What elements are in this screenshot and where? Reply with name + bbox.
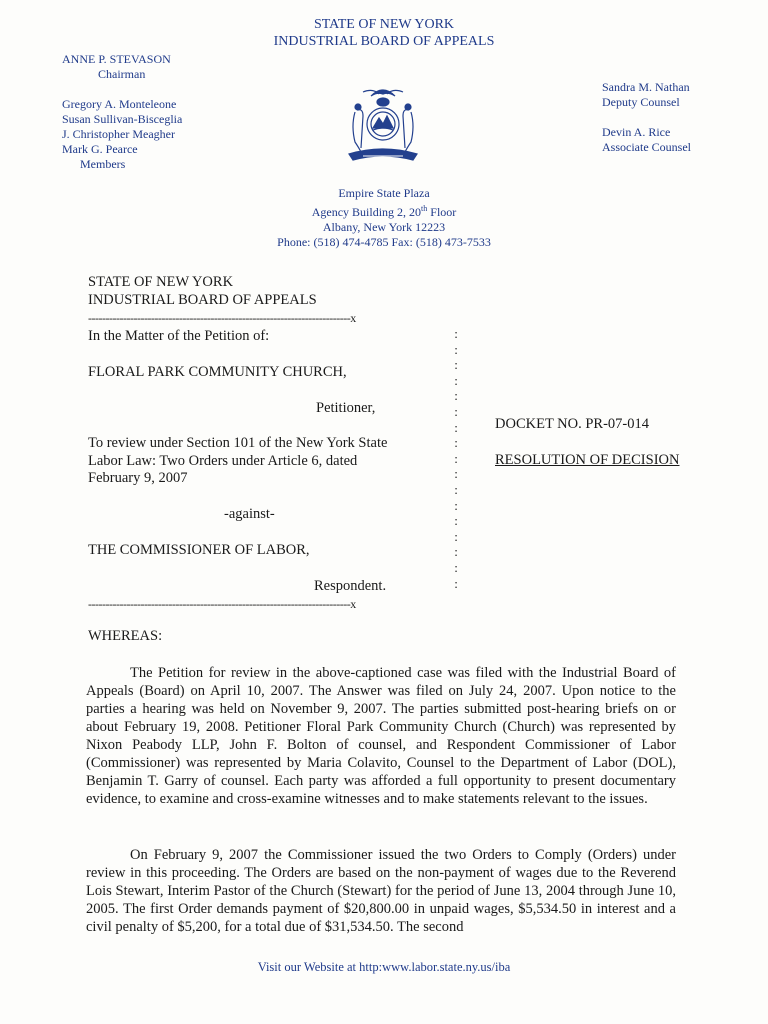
board-members-block [62,52,182,172]
member-name: Mark G. Pearce [62,142,138,156]
deputy-counsel-name: Sandra M. Nathan [602,80,690,94]
respondent-role: Respondent. [314,578,387,594]
address-line: Agency Building 2, 20th Floor [311,204,457,219]
board-address [0,186,768,250]
body-paragraph: On February 9, 2007 the Commissioner issued the two Orders to Comply (Orders) under review in this proceeding. The Orders are based on the non-payment of wages due to the Reverend Lois Stewart, Interim Pastor of the Church (Stewart) for the period of June 13, 2004 through June 10, 2005. The first Order demands payment of $20,800.00 in unpaid wages, $5,534.50 in interest and a civil penalty of $5,200, for a total due of $31,534.50. The second [86,847,676,935]
letterhead-state: STATE OF NEW YORK [313,17,455,32]
caption-colon-column: : : : : : : : : : : : : : : : : : [454,326,458,591]
member-name: Gregory A. Monteleone [62,97,177,111]
against-line: -against- [224,506,275,522]
deputy-counsel-title: Deputy Counsel [602,95,680,109]
whereas-heading: WHEREAS: [88,628,163,644]
docket-number: DOCKET NO. PR-07-014 [495,416,649,432]
member-name: J. Christopher Meagher [62,127,175,141]
caption-heading [88,274,317,309]
address-line: Albany, New York 12223 [322,220,446,234]
petitioner-name: FLORAL PARK COMMUNITY CHURCH, [88,364,347,380]
associate-counsel-title: Associate Counsel [602,140,691,154]
state-seal-icon [333,82,433,164]
letterhead-board: INDUSTRIAL BOARD OF APPEALS [273,34,495,49]
resolution-heading: RESOLUTION OF DECISION [495,452,680,468]
associate-counsel-name: Devin A. Rice [602,125,671,139]
member-name: Susan Sullivan-Bisceglia [62,112,183,126]
chairman-title: Chairman [98,67,146,81]
respondent-name: THE COMMISSIONER OF LABOR, [88,542,310,558]
caption-state: STATE OF NEW YORK [88,274,234,290]
agency-title [0,16,768,50]
members-label: Members [80,157,126,171]
caption-divider-top: ---------------------------------------------------------------------------x [88,312,356,324]
review-description: To review under Section 101 of the New York State Labor Law: Two Orders under Article 6, dated February 9, 2007 [88,435,388,486]
matter-line: In the Matter of the Petition of: [88,328,270,344]
phone-fax-line: Phone: (518) 474-4785 Fax: (518) 473-7533 [277,235,491,249]
website-footer: Visit our Website at http:www.labor.state.ny.us/iba [257,960,511,974]
petitioner-role: Petitioner, [316,400,376,416]
counsel-block [602,80,691,155]
caption-board: INDUSTRIAL BOARD OF APPEALS [88,291,317,308]
address-line: Empire State Plaza [338,186,430,200]
chairman-name: ANNE P. STEVASON [62,52,171,66]
body-paragraph: The Petition for review in the above-captioned case was filed with the Industrial Board of Appeals (Board) on April 10, 2007. The Answer was filed on July 24, 2007. Upon notice to the parties a hearing was held on November 9, 2007. The parties submitted post-hearing briefs on or about February 19, 2008. Petitioner Floral Park Community Church (Church) was represented by Nixon Peabody LLP, John F. Bolton of counsel, and Respondent Commissioner of Labor (Commissioner) was represented by Maria Colavito, Counsel to the Department of Labor (DOL), Benjamin T. Garry of counsel. Each party was afforded a full opportunity to present documentary evidence, to examine and cross-examine witnesses and to make statements relevant to the issues. [86,665,676,807]
caption-divider-bottom: ---------------------------------------------------------------------------x [88,598,356,610]
